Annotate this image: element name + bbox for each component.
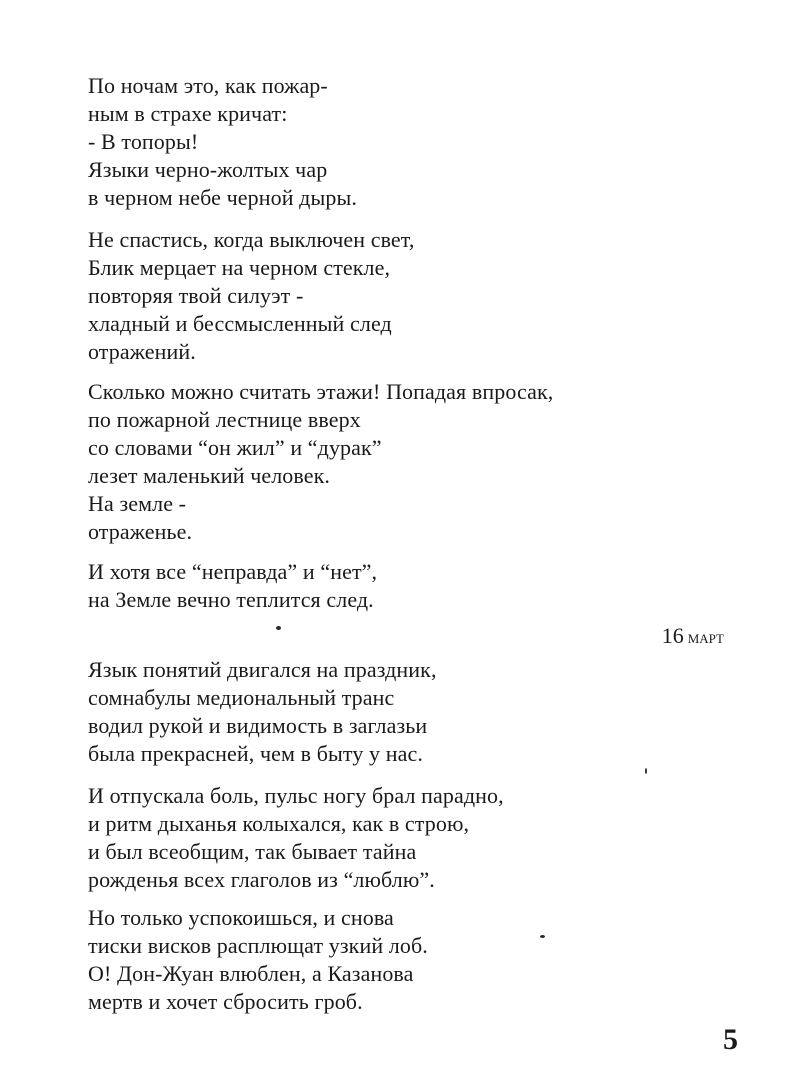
poem1-stanza-1 bbox=[88, 72, 357, 212]
poem-line: Блик мерцает на черном стекле, bbox=[88, 255, 391, 280]
poem-line: Язык понятий двигался на праздник, bbox=[88, 657, 437, 682]
poem-line: На земле - bbox=[88, 491, 187, 516]
poem-line: И хотя все “неправда” и “нет”, bbox=[88, 559, 378, 584]
poem-line: - В топоры! bbox=[88, 129, 199, 154]
poem-date bbox=[662, 622, 724, 652]
poem-line: По ночам это, как пожар- bbox=[88, 73, 328, 98]
poem1-stanza-4 bbox=[88, 558, 377, 614]
scan-speck bbox=[276, 626, 281, 630]
poem-line: по пожарной лестнице вверх bbox=[88, 407, 361, 432]
poem1-stanza-3 bbox=[88, 378, 553, 546]
poem-line: тиски висков расплющат узкий лоб. bbox=[88, 933, 428, 958]
poem-line: лезет маленький человек. bbox=[88, 463, 331, 488]
poem-line: водил рукой и видимость в заглазьи bbox=[88, 713, 428, 738]
poem1-stanza-2 bbox=[88, 226, 414, 366]
poem2-stanza-1 bbox=[88, 656, 437, 768]
poem-line: рожденья всех глаголов из “люблю”. bbox=[88, 867, 435, 892]
poem-line: ным в страхе кричат: bbox=[88, 101, 288, 126]
poem-line: Но только успокоишься, и снова bbox=[88, 905, 394, 930]
poem-line: на Земле вечно теплится след. bbox=[88, 587, 374, 612]
poem-line: и был всеобщим, так бывает тайна bbox=[88, 839, 417, 864]
poem-line: со словами “он жил” и “дурак” bbox=[88, 435, 382, 460]
poem-line: И отпускала боль, пульс ногу брал парадно, bbox=[88, 783, 504, 808]
poem-line: Языки черно-жолтых чар bbox=[88, 157, 328, 182]
scan-speck bbox=[645, 768, 647, 774]
poem-line: была прекрасней, чем в быту у нас. bbox=[88, 741, 423, 766]
poem-line: сомнабулы медиональный транс bbox=[88, 685, 395, 710]
date-day: 16 bbox=[661, 623, 684, 648]
poem-line: повторяя твой силуэт - bbox=[88, 283, 304, 308]
poem-line: Сколько можно считать этажи! Попадая впросак, bbox=[88, 379, 554, 404]
page-number: 5 bbox=[723, 1023, 738, 1056]
poem2-stanza-3 bbox=[88, 904, 428, 1016]
poem-line: и ритм дыханья колыхался, как в строю, bbox=[88, 811, 470, 836]
date-month: март bbox=[687, 627, 724, 648]
poem-line: отраженье. bbox=[88, 519, 193, 544]
poem-line: отражений. bbox=[88, 339, 196, 364]
poem2-stanza-2 bbox=[88, 782, 504, 894]
poem-line: хладный и бессмысленный след bbox=[88, 311, 392, 336]
poem-line: О! Дон-Жуан влюблен, а Казанова bbox=[88, 961, 414, 986]
poem-line: Не спастись, когда выключен свет, bbox=[88, 227, 415, 252]
scan-speck bbox=[540, 935, 545, 938]
poem-line: в черном небе черной дыры. bbox=[88, 185, 357, 210]
poem-line: мертв и хочет сбросить гроб. bbox=[88, 989, 363, 1014]
